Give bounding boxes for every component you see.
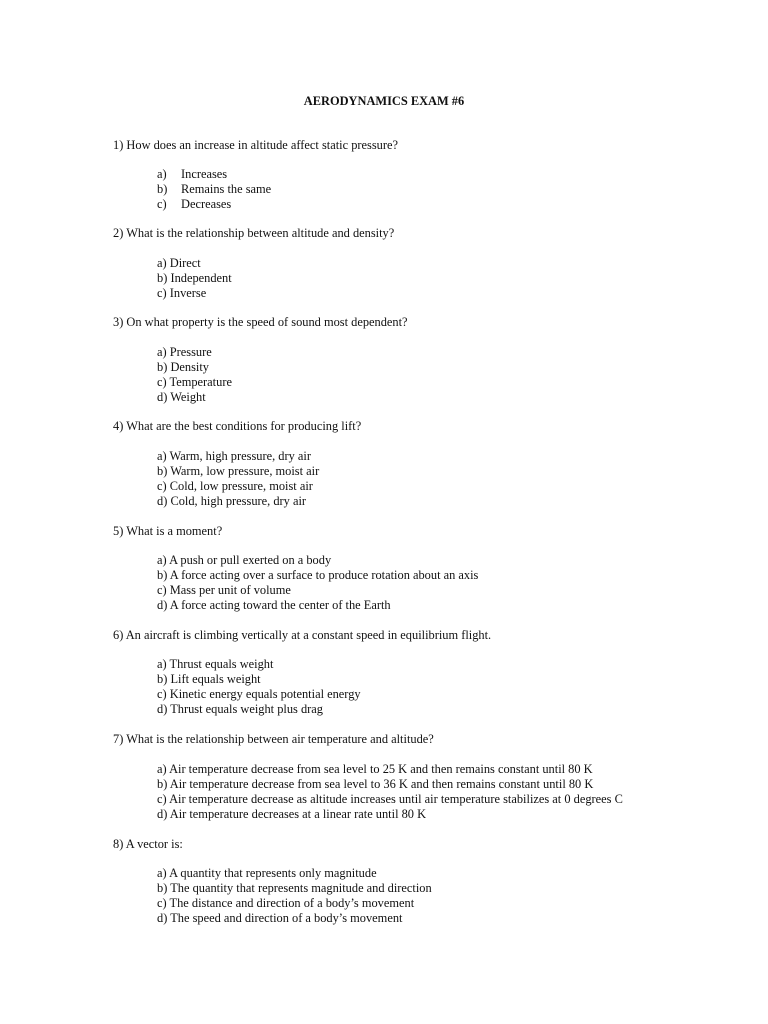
option-letter: a) <box>157 167 167 181</box>
option-5a <box>157 553 478 568</box>
option-text: A quantity that represents only magnitude <box>169 866 377 880</box>
question-4: 4) What are the best conditions for producing lift? <box>113 419 362 433</box>
option-text: Pressure <box>169 345 212 359</box>
option-letter: c) <box>157 895 167 910</box>
option-8a <box>157 866 432 881</box>
option-8d <box>157 911 432 926</box>
option-6b <box>157 672 361 687</box>
option-6c <box>157 687 361 702</box>
question-2-options <box>157 256 232 301</box>
option-text: Air temperature decreases at a linear rate until 80 K <box>169 806 427 821</box>
option-7d <box>157 807 623 822</box>
option-letter: b) <box>157 776 168 791</box>
option-3d <box>157 390 232 405</box>
option-letter: d) <box>157 701 168 716</box>
option-letter: c) <box>157 374 167 389</box>
option-text: Increases <box>181 167 228 181</box>
option-text: Cold, low pressure, moist air <box>169 478 313 493</box>
option-8b <box>157 881 432 896</box>
option-5b <box>157 568 478 583</box>
option-letter: d) <box>157 597 168 612</box>
option-letter: d) <box>157 910 168 925</box>
option-letter: b) <box>157 181 168 196</box>
option-text: Air temperature decrease from sea level to 25 K and then remains constant until 80 K <box>169 762 593 776</box>
option-text: Independent <box>170 270 232 285</box>
option-2b <box>157 271 232 286</box>
option-text: A force acting over a surface to produce rotation about an axis <box>169 567 479 582</box>
option-text: Weight <box>170 389 206 404</box>
option-2c <box>157 286 232 301</box>
option-2a <box>157 256 232 271</box>
option-text: Cold, high pressure, dry air <box>170 493 307 508</box>
option-text: Remains the same <box>181 181 272 196</box>
question-3-options <box>157 345 232 405</box>
option-7a <box>157 762 623 777</box>
question-8: 8) A vector is: <box>113 837 183 851</box>
option-letter: a) <box>157 866 167 880</box>
option-letter: c) <box>157 196 167 211</box>
option-1a <box>157 167 271 182</box>
option-1c <box>157 197 271 212</box>
option-6d <box>157 702 361 717</box>
option-text: Thrust equals weight <box>169 657 274 671</box>
option-letter: d) <box>157 389 168 404</box>
option-7c <box>157 792 623 807</box>
question-7: 7) What is the relationship between air temperature and altitude? <box>113 732 434 746</box>
option-letter: b) <box>157 567 168 582</box>
option-text: Kinetic energy equals potential energy <box>169 686 361 701</box>
option-letter: a) <box>157 345 167 359</box>
option-text: Direct <box>169 256 201 270</box>
question-3: 3) On what property is the speed of sound most dependent? <box>113 315 408 329</box>
option-3c <box>157 375 232 390</box>
option-text: Warm, high pressure, dry air <box>169 449 311 463</box>
question-8-options <box>157 866 432 926</box>
option-8c <box>157 896 432 911</box>
option-letter: b) <box>157 359 168 374</box>
question-1-options <box>157 167 271 212</box>
option-4b <box>157 464 319 479</box>
option-text: Thrust equals weight plus drag <box>170 701 323 716</box>
option-4c <box>157 479 319 494</box>
option-letter: d) <box>157 806 168 821</box>
exam-title: AERODYNAMICS EXAM #6 <box>303 94 465 108</box>
option-letter: b) <box>157 671 168 686</box>
option-letter: b) <box>157 463 168 478</box>
option-text: Mass per unit of volume <box>169 582 291 597</box>
question-2: 2) What is the relationship between altitude and density? <box>113 226 395 240</box>
option-text: The quantity that represents magnitude and direction <box>170 880 432 895</box>
option-4d <box>157 494 319 509</box>
question-4-options <box>157 449 319 509</box>
question-5: 5) What is a moment? <box>113 524 223 538</box>
option-7b <box>157 777 623 792</box>
option-text: Density <box>170 359 209 374</box>
option-letter: c) <box>157 686 167 701</box>
option-3a <box>157 345 232 360</box>
option-text: Air temperature decrease from sea level to 36 K and then remains constant until 80 K <box>169 776 594 791</box>
question-6-options <box>157 657 361 717</box>
option-letter: a) <box>157 449 167 463</box>
option-text: Warm, low pressure, moist air <box>170 463 320 478</box>
option-text: Lift equals weight <box>170 671 261 686</box>
option-letter: b) <box>157 270 168 285</box>
option-text: Temperature <box>169 374 232 389</box>
option-letter: a) <box>157 256 167 270</box>
option-letter: a) <box>157 762 167 776</box>
option-1b <box>157 182 271 197</box>
option-letter: c) <box>157 478 167 493</box>
option-4a <box>157 449 319 464</box>
option-5d <box>157 598 478 613</box>
option-letter: c) <box>157 791 167 806</box>
option-letter: c) <box>157 285 167 300</box>
option-text: The distance and direction of a body’s movement <box>169 895 415 910</box>
option-text: Air temperature decrease as altitude increases until air temperature stabilizes at 0 degrees C <box>169 791 623 806</box>
option-letter: b) <box>157 880 168 895</box>
option-text: Inverse <box>169 285 207 300</box>
option-letter: a) <box>157 553 167 567</box>
question-5-options <box>157 553 478 613</box>
option-3b <box>157 360 232 375</box>
option-6a <box>157 657 361 672</box>
option-letter: a) <box>157 657 167 671</box>
question-6: 6) An aircraft is climbing vertically at a constant speed in equilibrium flight. <box>113 628 492 642</box>
option-letter: c) <box>157 582 167 597</box>
option-text: Decreases <box>181 196 232 211</box>
option-text: A force acting toward the center of the Earth <box>169 597 391 612</box>
question-7-options <box>157 762 623 822</box>
option-text: A push or pull exerted on a body <box>169 553 332 567</box>
option-letter: d) <box>157 493 168 508</box>
option-5c <box>157 583 478 598</box>
option-text: The speed and direction of a body’s movement <box>170 910 403 925</box>
question-1: 1) How does an increase in altitude affect static pressure? <box>113 138 398 152</box>
